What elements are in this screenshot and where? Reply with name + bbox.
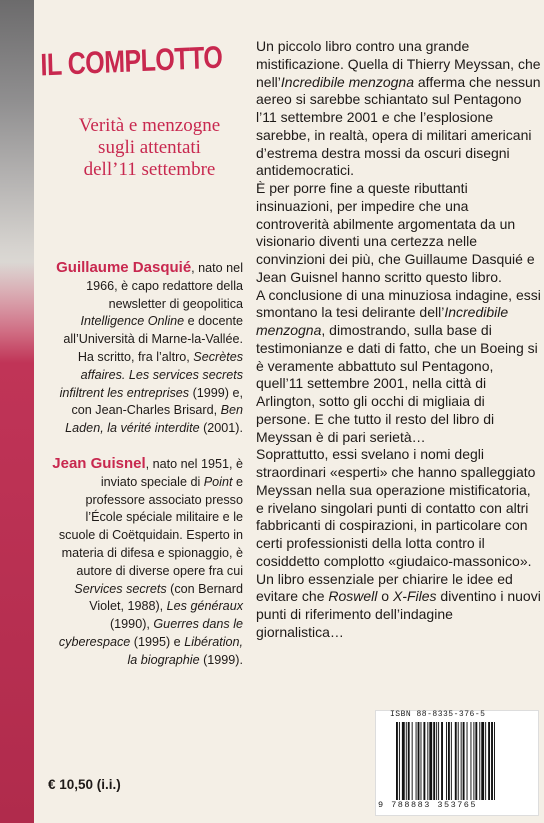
red-band — [0, 262, 34, 823]
barcode-bar — [473, 722, 474, 800]
bio-italic: Ben Laden, la vérité interdite — [65, 403, 243, 436]
blurb-span: A conclusione di una minuziosa indagine, essi smontano la tesi delirante dell’ — [256, 286, 541, 321]
blurb-text — [256, 38, 542, 642]
blurb-italic: Incredibile menzogna — [256, 304, 509, 338]
blurb-span: , dimostrando, sulla base di testimonianze e dati di fatto, che un Boeing si è veramente abbattuto sul Pentagono, quell’11 settembre 2001, nella città di Arlington, sotto gli occhi di migliaia di persone. E che tutto il resto del libro di Meyssan è di pari serietà… — [256, 322, 538, 445]
bio-italic: Guerres dans le cyberespace — [58, 617, 243, 649]
barcode-image — [396, 722, 524, 804]
bio-italic: Libération, la biographie — [127, 634, 243, 667]
bio-text: (1995) e — [130, 634, 185, 649]
blurb-paragraph — [256, 287, 542, 447]
barcode-bar — [396, 722, 398, 800]
barcode-bar — [467, 722, 468, 800]
blurb-span: Un piccolo libro contro una grande mistificazione. Quella di Thierry Meyssan, che nell’ — [256, 38, 541, 90]
bio-italic: Les services secrets infiltrent les entreprises — [59, 367, 243, 400]
barcode-digits: 9 788883 353765 — [378, 800, 478, 810]
barcode-bar — [406, 722, 407, 800]
blurb-span: diventino i nuovi punti di riferimento dell’indagine giornalistica… — [256, 588, 541, 640]
barcode-bar — [463, 722, 465, 800]
blurb-span: o — [377, 588, 393, 605]
subtitle-line: sugli attentati — [98, 137, 201, 158]
bio-italic: Intelligence Online — [80, 314, 185, 329]
barcode-bar — [479, 722, 480, 800]
barcode-bar — [427, 722, 428, 800]
barcode-bar — [470, 722, 471, 800]
subtitle-line: dell’11 settembre — [83, 159, 216, 180]
book-subtitle — [62, 115, 237, 181]
barcode-bar — [494, 722, 495, 800]
barcode-bar — [429, 722, 432, 800]
author-bio-guisnel — [50, 455, 243, 670]
bio-text: e professore associato presso l’École spéciale militaire e le scuole di Coëtquidain. Esperto in materia di difesa e spionaggio, è autore di diverse opere fra cui — [58, 474, 243, 578]
bio-italic: Point — [203, 474, 233, 489]
blurb-paragraph: Soprattutto, essi svelano i nomi degli straordinari «esperti» che hanno spalleggiato Meyssan nella sua operazione mistificatoria, e rivelano singolari punti di contatto con altri fabbricanti di cospirazioni, in particolare con certi professionisti della lotta contro il cosiddetto complotto «giudaico-massonico». — [256, 446, 536, 569]
blurb-paragraph — [256, 571, 542, 642]
blurb-span: Un libro essenziale per chiarire le idee ed evitare che — [256, 570, 513, 605]
blurb-paragraph: È per porre fine a queste ributtanti insinuazioni, per impedire che una controverità abilmente argomentata da un visionario diventi una certezza nelle convinzioni dei più, che Guillaume Dasquié e Jean Guisnel hanno scritto questo libro. — [256, 180, 535, 285]
blurb-italic: X-Files — [392, 588, 437, 605]
barcode-bar — [402, 722, 405, 800]
bio-text: e docente all’Università di Marne-la-Vallée. Ha scritto, fra l’altro, — [63, 314, 243, 364]
barcode-bar — [433, 722, 435, 800]
bio-italic: Les généraux — [166, 599, 243, 614]
barcode-bar — [461, 722, 462, 800]
barcode-bar — [436, 722, 437, 800]
barcode-bar — [451, 722, 452, 800]
barcode-bar — [441, 722, 443, 800]
bio-text: (2001). — [199, 421, 243, 436]
barcode-bar — [423, 722, 425, 800]
barcode-bar — [458, 722, 459, 800]
bio-italic: Secrètes affaires. — [80, 349, 243, 382]
book-title: IL COMPLOTTO — [40, 40, 223, 83]
author-name: Jean Guisnel — [52, 455, 146, 472]
barcode-bar — [481, 722, 484, 800]
barcode-bar — [418, 722, 420, 800]
bio-text: (1999) e, con Jean-Charles Brisard, — [71, 385, 243, 418]
barcode-bar — [438, 722, 439, 800]
bio-text: (con Bernard Violet, 1988), — [89, 581, 243, 614]
cover-side-strip — [0, 0, 34, 823]
blurb-span: afferma che nessun aereo si sarebbe schiantato sul Pentagono l’11 settembre 2001 e che l’esplosione sarebbe, in realtà, opera di militari americani d’estrema destra mossi da oscuri disegni antidemocratici. — [256, 73, 541, 179]
barcode-bar — [412, 722, 413, 800]
barcode-bar — [491, 722, 493, 800]
barcode-bar — [399, 722, 400, 800]
barcode-bar — [475, 722, 477, 800]
barcode-bar — [421, 722, 422, 800]
author-bio-dasquie — [50, 259, 243, 438]
bio-italic: Services secrets — [74, 581, 167, 596]
price-label: € 10,50 (i.i.) — [48, 777, 121, 792]
subtitle-line: Verità e menzogne — [78, 115, 221, 136]
barcode-bar — [416, 722, 417, 800]
blurb-italic: Roswell — [328, 588, 378, 605]
bio-text: (1990), — [109, 617, 154, 632]
barcode-bar — [446, 722, 447, 800]
blurb-paragraph — [256, 38, 542, 180]
bio-text: , nato nel 1966, è capo redattore della newsletter di geopolitica — [86, 261, 243, 311]
barcode-bar — [485, 722, 486, 800]
bio-text: (1999). — [199, 652, 243, 667]
bio-text: , nato nel 1951, è inviato speciale di — [100, 457, 243, 489]
barcode-bar — [448, 722, 450, 800]
barcode-bar — [408, 722, 410, 800]
barcode-bar — [488, 722, 490, 800]
author-name: Guillaume Dasquié — [56, 259, 192, 276]
isbn-label: ISBN 88-8335-376-5 — [390, 710, 486, 719]
barcode-bar — [455, 722, 457, 800]
blurb-italic: Incredibile menzogna — [280, 73, 414, 90]
